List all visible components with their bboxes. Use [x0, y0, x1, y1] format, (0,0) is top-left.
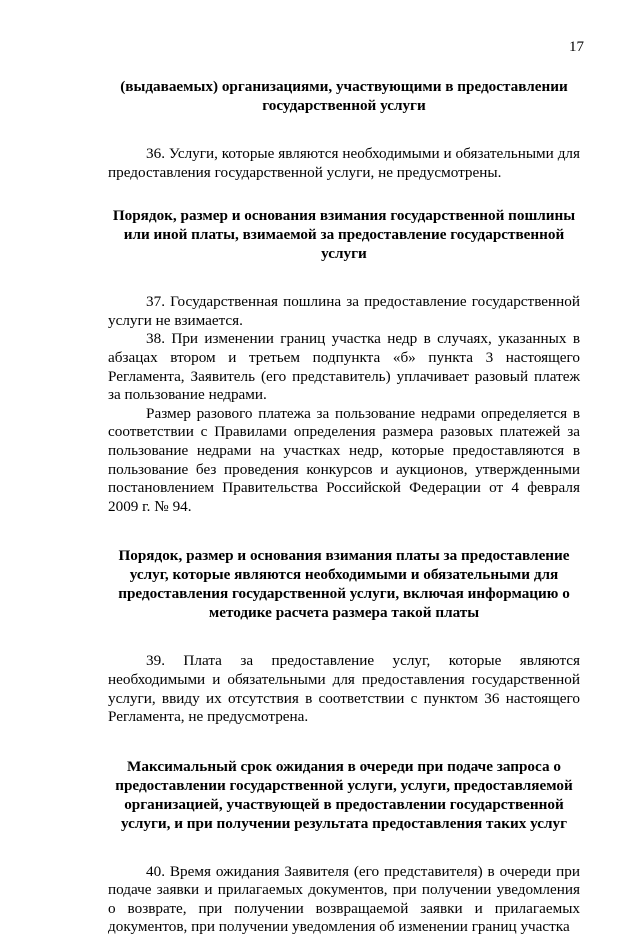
page-number: 17: [569, 39, 584, 55]
paragraph-38-continued: Размер разового платежа за пользование недрами определяется в соответствии с Правилами определения размера разовых платежей за пользование недрами на участках недр, которые предоставляются в пользование без проведения конкурсов и аукционов, утвержденными постановлением Правительства Российской Федерации от 4 февраля 2009 г. № 94.: [108, 404, 580, 515]
paragraph-37: 37. Государственная пошлина за предоставление государственной услуги не взимается.: [108, 293, 580, 329]
paragraph-38: 38. При изменении границ участка недр в случаях, указанных в абзацах втором и третьем подпункта «б» пункта 3 настоящего Регламента, Заявитель (его представитель) уплачивает разовый платеж за пользование недрами.: [108, 330, 580, 404]
section-heading-continuation: (выдаваемых) организациями, участвующими в предоставлении государственной услуги: [120, 78, 568, 114]
section-heading-queue-waiting-time: Максимальный срок ожидания в очереди при подаче запроса о предоставлении государственной услуги, услуги, предоставляемой организацией, участвующей в предоставлении государственной услуги, и при получении результата предоставления таких услуг: [115, 757, 573, 832]
section-heading-related-services-fee: Порядок, размер и основания взимания платы за предоставление услуг, которые являются необходимыми и обязательными для предоставления государственной услуги, включая информацию о методике расчета размера такой платы: [118, 547, 570, 622]
paragraph-36: 36. Услуги, которые являются необходимыми и обязательными для предоставления государственной услуги, не предусмотрены.: [108, 145, 580, 181]
section-heading-state-fee: Порядок, размер и основания взимания государственной пошлины или иной платы, взимаемой за предоставление государственной услуги: [112, 207, 576, 263]
paragraph-39: 39. Плата за предоставление услуг, которые являются необходимыми и обязательными для предоставления государственной услуги, ввиду их отсутствия в соответствии с пунктом 36 настоящего Регламента, не предусмотрена.: [108, 652, 580, 726]
paragraph-40: 40. Время ожидания Заявителя (его представителя) в очереди при подаче заявки и прилагаемых документов, при получении уведомления о возврате, при получении возвращаемой заявки и прилагаемых документов, при получении уведомления об изменении границ участка: [108, 862, 580, 936]
document-body: [108, 77, 580, 937]
